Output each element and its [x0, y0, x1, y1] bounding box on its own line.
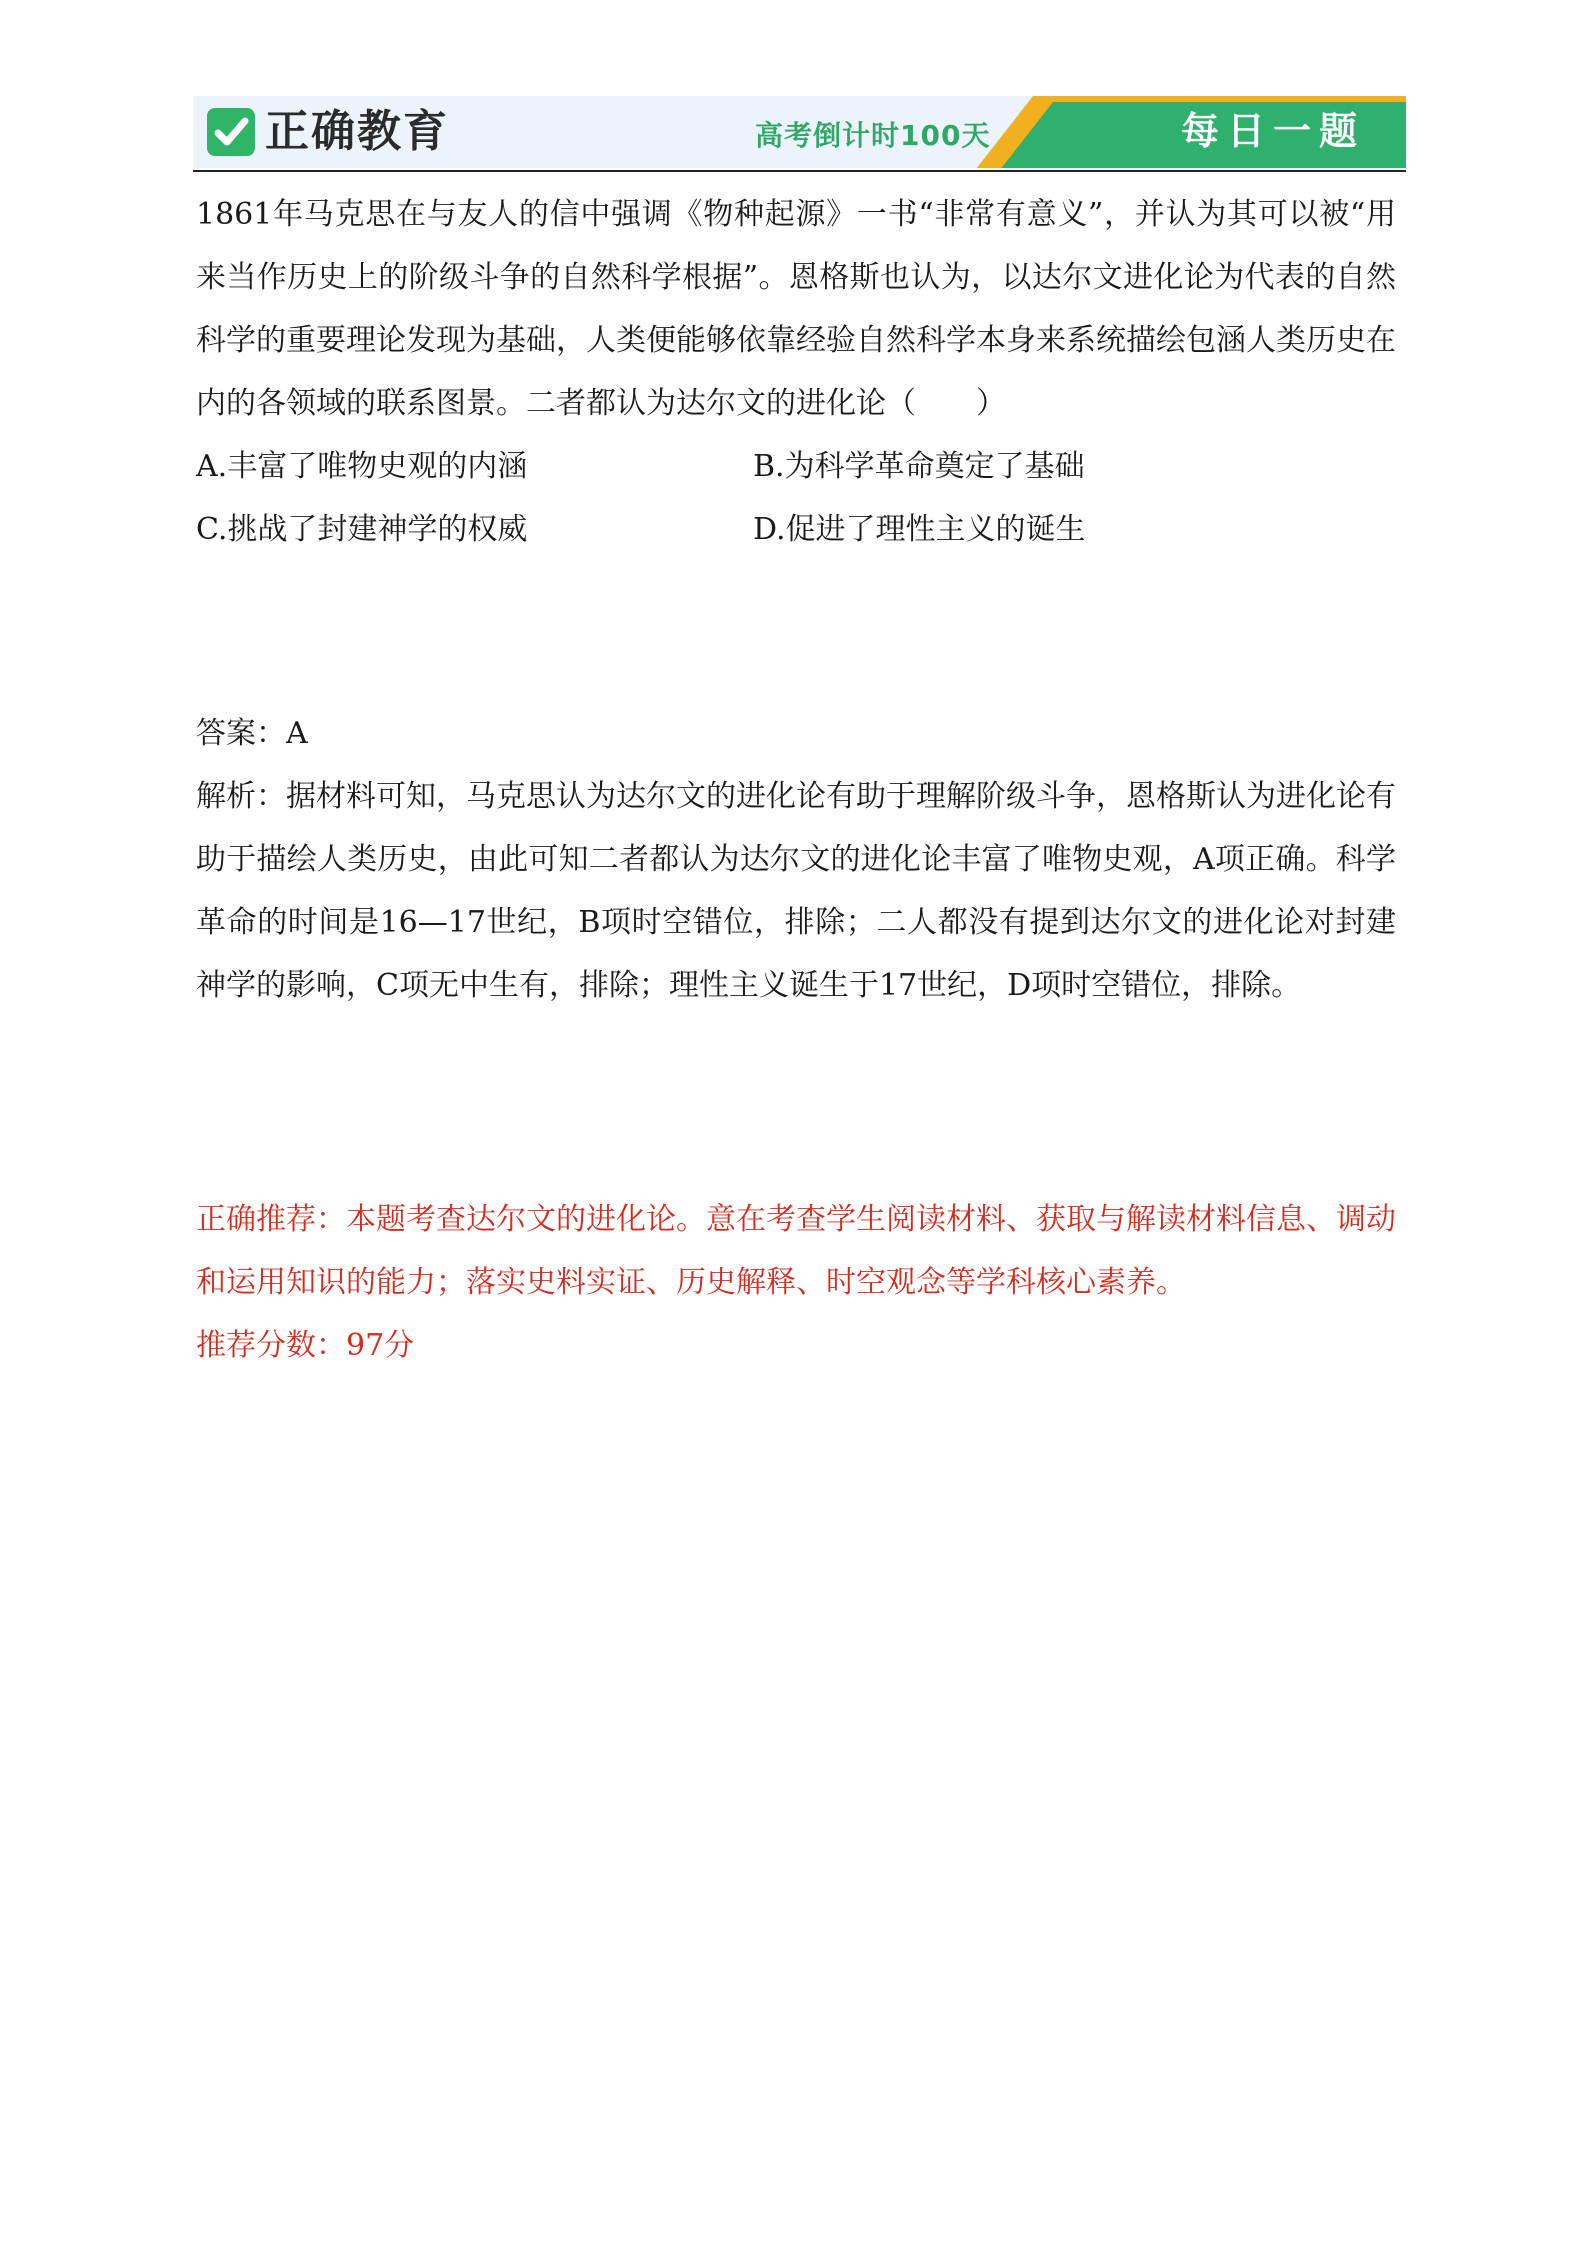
option-b: B.为科学革命奠定了基础 [753, 449, 1085, 484]
check-icon [207, 108, 255, 156]
options-row [196, 435, 1396, 498]
recommendation-text: 正确推荐：本题考查达尔文的进化论。意在考查学生阅读材料、获取与解读材料信息、调动和运用知识的能力；落实史料实证、历史解释、时空观念等学科核心素养。 [196, 1202, 1396, 1300]
recommendation-score: 推荐分数：97分 [196, 1328, 415, 1363]
daily-question-label: 每日一题 [1180, 109, 1365, 153]
options-row [196, 498, 1396, 561]
analysis-text: 解析：据材料可知，马克思认为达尔文的进化论有助于理解阶级斗争，恩格斯认为进化论有助于描绘人类历史，由此可知二者都认为达尔文的进化论丰富了唯物史观，A项正确。科学革命的时间是16—17世纪，B项时空错位，排除；二人都没有提到达尔文的进化论对封建神学的影响，C项无中生有，排除；理性主义诞生于17世纪，D项时空错位，排除。 [196, 779, 1396, 1003]
answer-text: 答案：A [196, 716, 308, 751]
header-divider [193, 170, 1406, 172]
question-stem: 1861年马克思在与友人的信中强调《物种起源》一书“非常有意义”，并认为其可以被“用来当作历史上的阶级斗争的自然科学根据”。恩格斯也认为，以达尔文进化论为代表的自然科学的重要理论发现为基础，人类便能够依靠经验自然科学本身来系统描绘包涵人类历史在内的各领域的联系图景。二者都认为达尔文的进化论（ ） [196, 197, 1396, 421]
brand-logo-text: 正确教育 [265, 106, 449, 157]
header-banner [193, 96, 1406, 168]
option-d: D.促进了理性主义的诞生 [753, 512, 1086, 547]
option-c: C.挑战了封建神学的权威 [196, 512, 528, 547]
countdown-text: 高考倒计时100天 [755, 119, 991, 152]
option-a: A.丰富了唯物史观的内涵 [196, 449, 528, 484]
options-list [196, 435, 1396, 561]
